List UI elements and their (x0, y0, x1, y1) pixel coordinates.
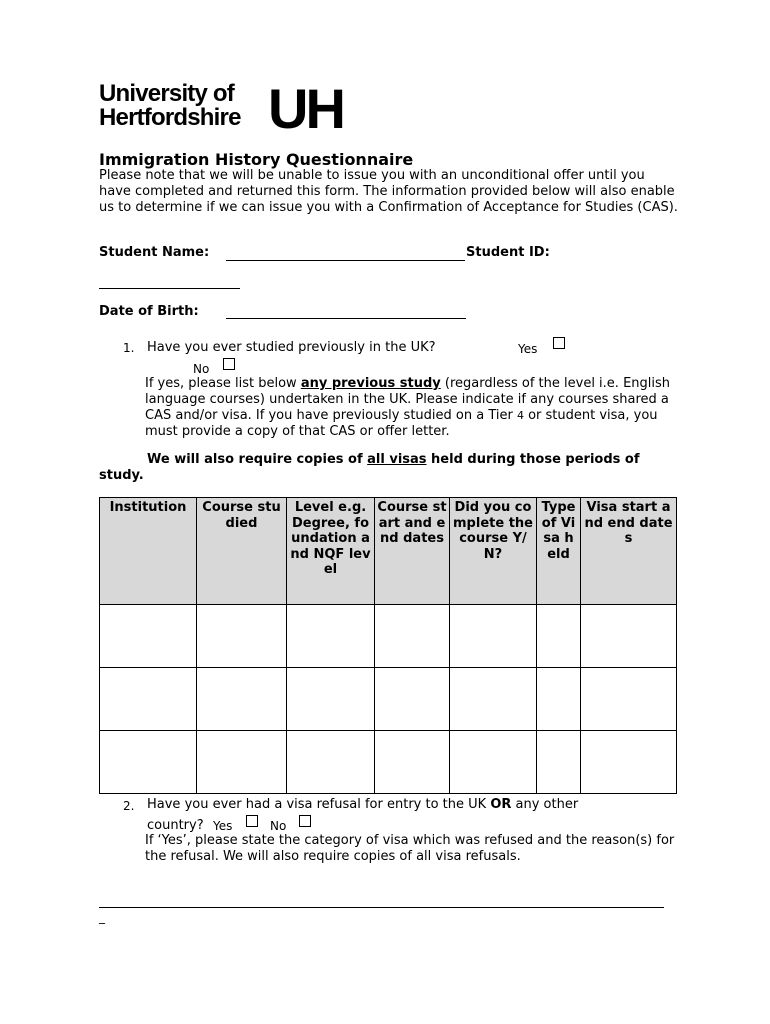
immigration-history-table (99, 497, 677, 794)
table-cell[interactable] (287, 605, 375, 668)
student-id-field[interactable] (99, 288, 240, 289)
intro-paragraph: Please note that we will be unable to issue you with an unconditional offer until you have completed and returned this form. The information provided below will also enable us to determine if we can issue you with a Confirmation of Acceptance for Studies (CAS). (99, 168, 678, 215)
student-id-label: Student ID: (466, 245, 550, 260)
table-cell[interactable] (197, 731, 287, 794)
table-cell[interactable] (100, 605, 197, 668)
table-row (100, 605, 677, 668)
q1-yes-checkbox[interactable] (553, 337, 565, 349)
q2-yes-checkbox[interactable] (246, 815, 258, 827)
header-completed: Did you complete the course Y/N? (450, 498, 537, 605)
q1-detail-small: 4 (516, 409, 524, 422)
table-cell[interactable] (197, 605, 287, 668)
table-cell[interactable] (537, 668, 581, 731)
q1-yes-label: Yes (518, 342, 538, 356)
header-course-dates: Course start and end dates (375, 498, 450, 605)
table-row (100, 731, 677, 794)
q2-text-post: any other (511, 797, 579, 812)
dob-field[interactable] (226, 318, 466, 319)
university-logo-text (99, 82, 241, 130)
q1-detail-post: (regardless of the level i.e. English language courses) undertaken in the UK. Please indicate if any courses shared a CAS and/or visa. If you have previously studied on a Tier (145, 376, 671, 423)
q2-number: 2. (123, 799, 135, 813)
uh-logo-mark: UH (268, 77, 343, 140)
table-cell[interactable] (287, 731, 375, 794)
table-cell[interactable] (581, 605, 677, 668)
q2-yes-label: Yes (213, 819, 233, 833)
table-cell[interactable] (100, 731, 197, 794)
table-cell[interactable] (287, 668, 375, 731)
table-row (100, 668, 677, 731)
q1-detail-emphasis: any previous study (300, 376, 441, 391)
q2-detail: If ‘Yes’, please state the category of visa which was refused and the reason(s) for the refusal. We will also require copies of all visa refusals. (145, 833, 675, 864)
table-cell[interactable] (581, 668, 677, 731)
q1-no-label: No (193, 362, 210, 376)
header-level: Level e.g. Degree, foundation and NQF level (287, 498, 375, 605)
student-name-field[interactable] (226, 260, 465, 261)
logo-line-1: University of (99, 80, 234, 107)
table-cell[interactable] (537, 605, 581, 668)
header-institution: Institution (100, 498, 197, 605)
q2-text-or: OR (490, 797, 512, 812)
q2-text (147, 797, 578, 812)
dob-label: Date of Birth: (99, 304, 199, 319)
page-title-text: Immigration History Questionnaire (99, 150, 414, 169)
logo-line-2: Hertfordshire (99, 104, 241, 131)
header-visa-type: Type of Visa held (537, 498, 581, 605)
visas-note-post: held during those periods of study. (99, 452, 640, 483)
q2-no-label: No (270, 819, 287, 833)
table-cell[interactable] (450, 731, 537, 794)
footer-mark: _ (99, 910, 105, 924)
table-cell[interactable] (450, 668, 537, 731)
q1-number: 1. (123, 341, 135, 355)
q1-text: Have you ever studied previously in the UK? (147, 340, 436, 355)
q1-detail-pre: If yes, please list below (145, 376, 301, 391)
table-cell[interactable] (100, 668, 197, 731)
q2-text-pre: Have you ever had a visa refusal for entry to the UK (147, 797, 491, 812)
table-cell[interactable] (375, 605, 450, 668)
visas-note (99, 452, 679, 484)
header-visa-dates: Visa start and end dates (581, 498, 677, 605)
visas-note-pre: We will also require copies of (147, 452, 368, 467)
table-cell[interactable] (375, 668, 450, 731)
q1-detail (145, 376, 685, 440)
table-cell[interactable] (581, 731, 677, 794)
visas-note-emphasis: all visas (367, 452, 427, 467)
table-cell[interactable] (375, 731, 450, 794)
table-cell[interactable] (197, 668, 287, 731)
q1-no-checkbox[interactable] (223, 358, 235, 370)
header-course-studied: Course studied (197, 498, 287, 605)
q2-text-line2: country? (147, 818, 204, 833)
student-name-label: Student Name: (99, 245, 210, 260)
table-cell[interactable] (537, 731, 581, 794)
q2-no-checkbox[interactable] (299, 815, 311, 827)
table-cell[interactable] (450, 605, 537, 668)
q2-answer-line[interactable] (99, 907, 664, 908)
q1-detail-end: or student visa, you must provide a copy of that CAS or offer letter. (145, 408, 658, 439)
table-header-row (100, 498, 677, 605)
page-title (99, 150, 413, 169)
